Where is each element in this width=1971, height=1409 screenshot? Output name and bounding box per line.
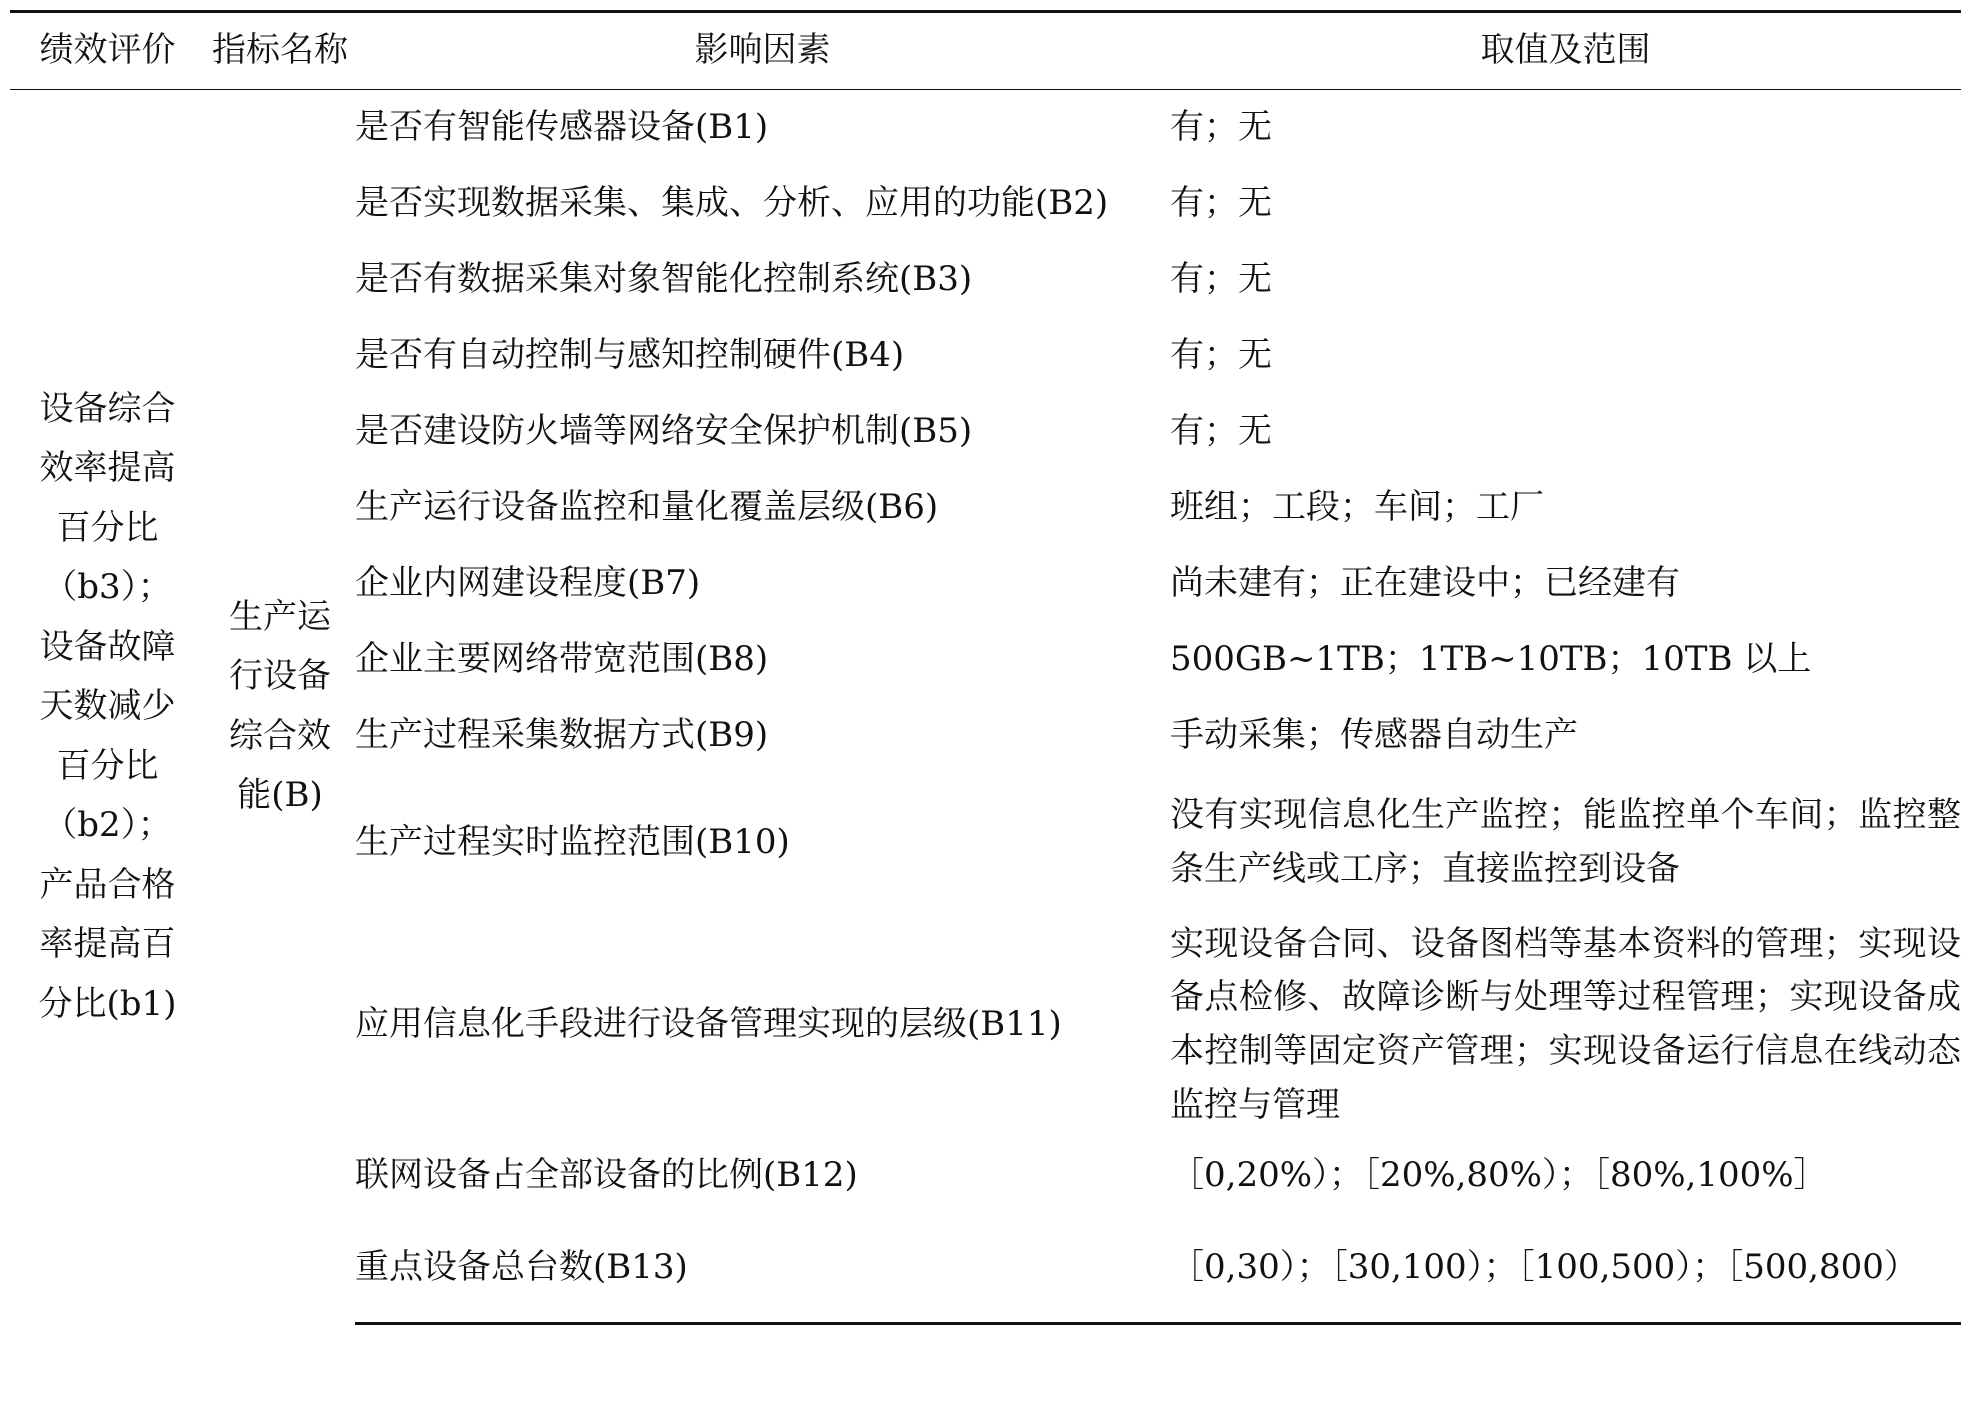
- range-cell: 实现设备合同、设备图档等基本资料的管理；实现设备点检修、故障诊断与处理等过程管理；实现设备成本控制等固定资产管理；实现设备运行信息在线动态监控与管理: [1170, 923, 1961, 1125]
- factor-cell: 应用信息化手段进行设备管理实现的层级(B11): [355, 1004, 1062, 1045]
- evaluation-text: 设备综合效率提高百分比（b3）；设备故障天数减少百分比（b2）；产品合格率提高百分比(b1): [38, 388, 177, 1024]
- factor-cell: 企业内网建设程度(B7): [355, 563, 701, 604]
- evaluation-cell: [10, 90, 205, 1324]
- header-indicator-name: 指标名称: [205, 12, 355, 90]
- performance-indicator-table-page: [10, 10, 1961, 1325]
- factor-cell: 是否实现数据采集、集成、分析、应用的功能(B2): [355, 183, 1109, 224]
- factor-cell: 是否建设防火墙等网络安全保护机制(B5): [355, 411, 973, 452]
- factor-cell: 企业主要网络带宽范围(B8): [355, 639, 769, 680]
- factor-cell: 是否有数据采集对象智能化控制系统(B3): [355, 259, 973, 300]
- factor-cell: 是否有自动控制与感知控制硬件(B4): [355, 335, 905, 376]
- range-cell: 班组；工段；车间；工厂: [1170, 487, 1544, 528]
- performance-indicator-table: [10, 10, 1961, 1325]
- range-cell: 有；无: [1170, 411, 1272, 452]
- factor-cell: 生产运行设备监控和量化覆盖层级(B6): [355, 487, 939, 528]
- range-cell: 有；无: [1170, 107, 1272, 148]
- factor-cell: 是否有智能传感器设备(B1): [355, 107, 769, 148]
- range-cell: ［0,20%）；［20%,80%）；［80%,100%］: [1170, 1155, 1828, 1196]
- range-cell: 没有实现信息化生产监控；能监控单个车间；监控整条生产线或工序；直接监控到设备: [1170, 795, 1961, 889]
- header-performance-evaluation: 绩效评价: [10, 12, 205, 90]
- indicator-text: 生产运行设备综合效能(B): [229, 596, 331, 816]
- range-cell: 有；无: [1170, 183, 1272, 224]
- range-cell: 有；无: [1170, 335, 1272, 376]
- factor-cell: 生产过程采集数据方式(B9): [355, 715, 769, 756]
- header-value-range: 取值及范围: [1170, 12, 1961, 90]
- range-cell: ［0,30）；［30,100）；［100,500）；［500,800）: [1170, 1214, 1961, 1324]
- range-cell: 有；无: [1170, 259, 1272, 300]
- factor-cell: 重点设备总台数(B13): [355, 1214, 1170, 1324]
- indicator-cell: [205, 90, 355, 1324]
- range-cell: 手动采集；传感器自动生产: [1170, 715, 1578, 756]
- factor-cell: 生产过程实时监控范围(B10): [355, 822, 790, 863]
- table-header-row: [10, 12, 1961, 90]
- table-row: [10, 90, 1961, 167]
- header-influence-factor: 影响因素: [355, 12, 1170, 90]
- range-cell: 尚未建有；正在建设中；已经建有: [1170, 563, 1680, 604]
- range-cell: 500GB~1TB；1TB~10TB；10TB 以上: [1170, 639, 1812, 680]
- factor-cell: 联网设备占全部设备的比例(B12): [355, 1155, 858, 1196]
